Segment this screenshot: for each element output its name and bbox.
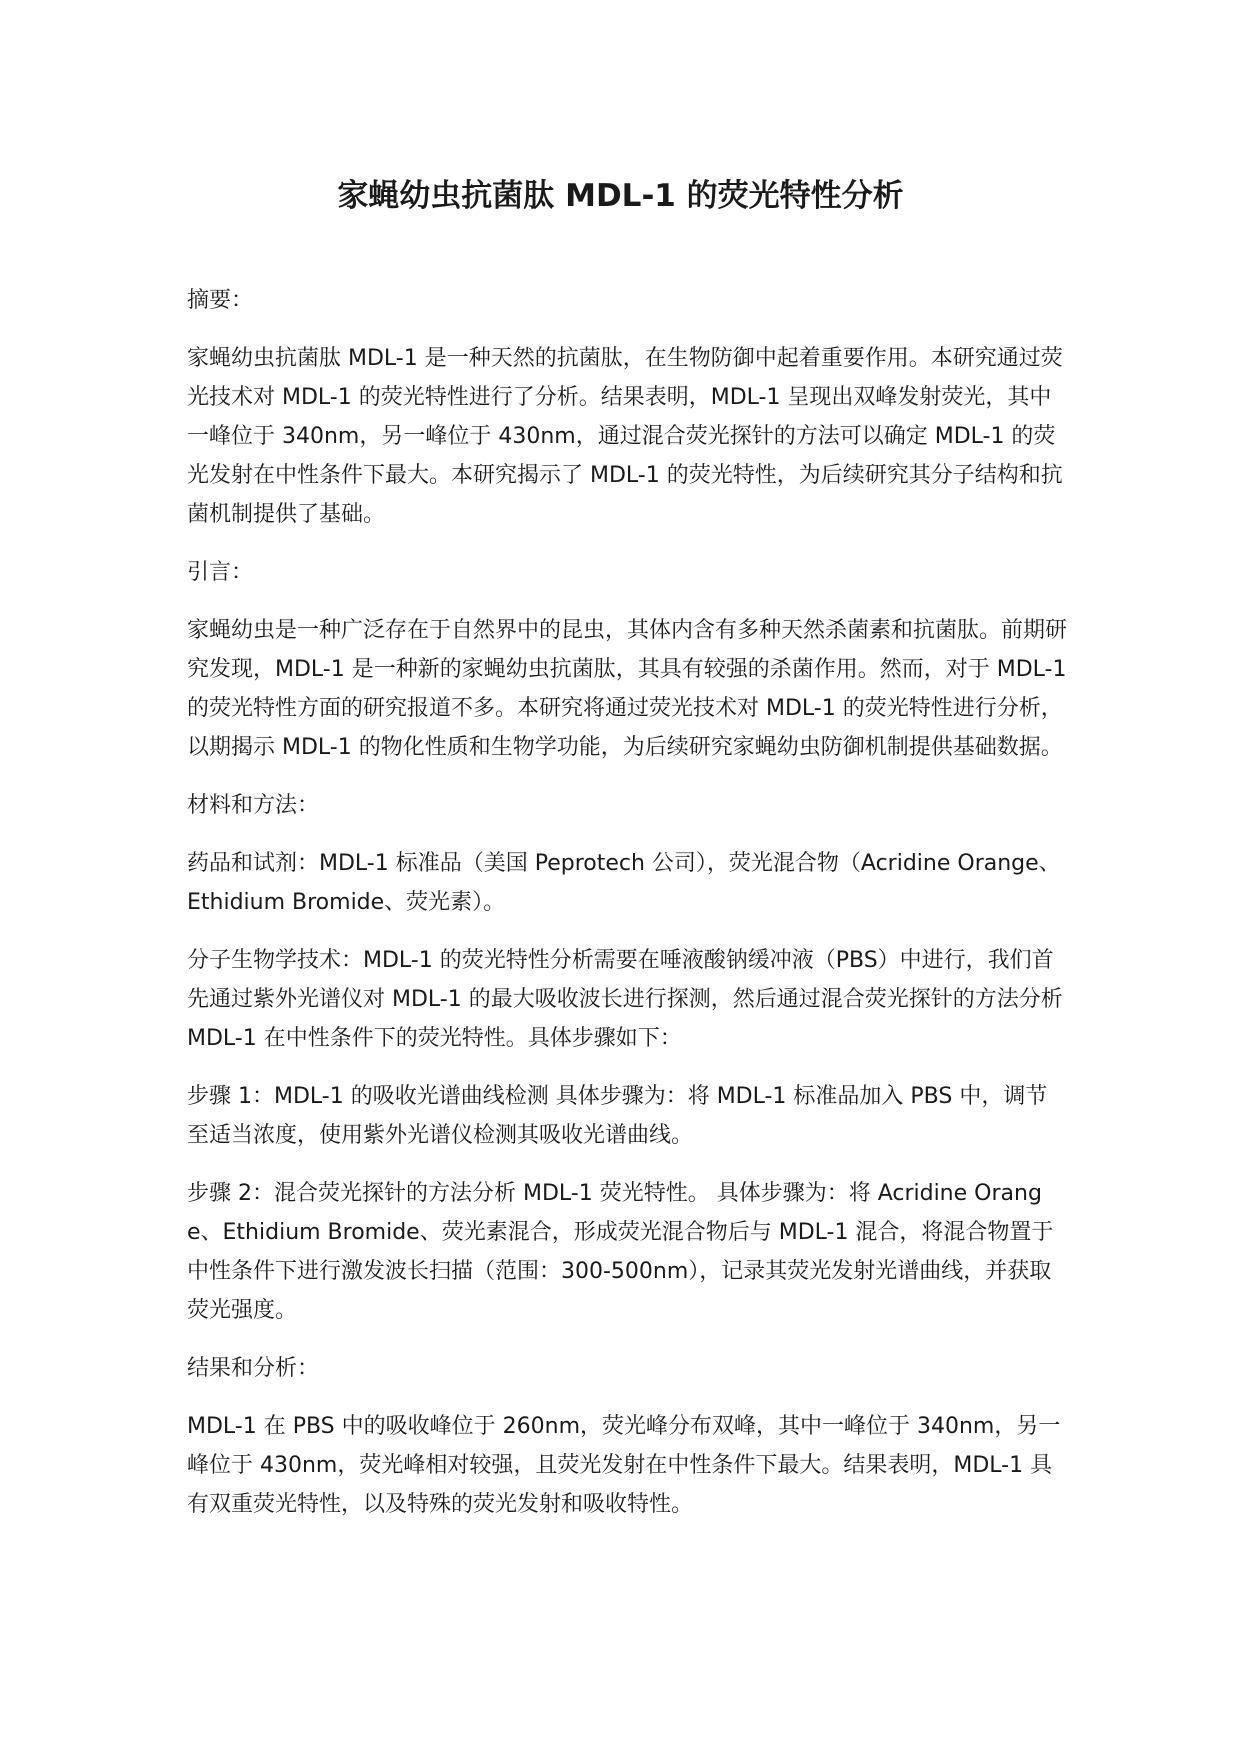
molbio-paragraph: 分子生物学技术：MDL-1 的荧光特性分析需要在唾液酸钠缓冲液（PBS）中进行，我们首先通过紫外光谱仪对 MDL-1 的最大吸收波长进行探测，然后通过混合荧光探针的方法分析 MDL-1 在中性条件下的荧光特性。具体步骤如下：	[187, 948, 1063, 1051]
methods-heading: 材料和方法：	[187, 793, 320, 818]
results-paragraph: MDL-1 在 PBS 中的吸收峰位于 260nm，荧光峰分布双峰，其中一峰位于 340nm，另一峰位于 430nm，荧光峰相对较强，且荧光发射在中性条件下最大。结果表明，MDL-1 具有双重荧光特性，以及特殊的荧光发射和吸收特性。	[187, 1414, 1061, 1517]
results-heading: 结果和分析：	[187, 1356, 320, 1381]
reagents-paragraph: 药品和试剂：MDL-1 标准品（美国 Peprotech 公司），荧光混合物（Acridine Orange、Ethidium Bromide、荧光素）。	[187, 851, 1061, 915]
step2-paragraph: 步骤 2：混合荧光探针的方法分析 MDL-1 荧光特性。 具体步骤为：将 Acridine Orange、Ethidium Bromide、荧光素混合，形成荧光混合物后与 MDL-1 混合，将混合物置于中性条件下进行激发波长扫描（范围：300-500nm），记录其荧光发射光谱曲线，并获取荧光强度。	[187, 1181, 1054, 1323]
document-body	[187, 281, 1067, 1543]
document-title: 家蝇幼虫抗菌肽 MDL-1 的荧光特性分析	[337, 178, 904, 214]
intro-paragraph: 家蝇幼虫是一种广泛存在于自然界中的昆虫，其体内含有多种天然杀菌素和抗菌肽。前期研究发现，MDL-1 是一种新的家蝇幼虫抗菌肽，其具有较强的杀菌作用。然而，对于 MDL-1 的荧光特性方面的研究报道不多。本研究将通过荧光技术对 MDL-1 的荧光特性进行分析，以期揭示 MDL-1 的物化性质和生物学功能，为后续研究家蝇幼虫防御机制提供基础数据。	[187, 618, 1068, 760]
abstract-paragraph: 家蝇幼虫抗菌肽 MDL-1 是一种天然的抗菌肽，在生物防御中起着重要作用。本研究通过荧光技术对 MDL-1 的荧光特性进行了分析。结果表明，MDL-1 呈现出双峰发射荧光，其中一峰位于 340nm，另一峰位于 430nm，通过混合荧光探针的方法可以确定 MDL-1 的荧光发射在中性条件下最大。本研究揭示了 MDL-1 的荧光特性，为后续研究其分子结构和抗菌机制提供了基础。	[187, 346, 1063, 527]
step1-paragraph: 步骤 1：MDL-1 的吸收光谱曲线检测 具体步骤为：将 MDL-1 标准品加入 PBS 中，调节至适当浓度，使用紫外光谱仪检测其吸收光谱曲线。	[187, 1084, 1048, 1148]
intro-heading: 引言：	[187, 560, 254, 585]
abstract-heading: 摘要：	[187, 288, 254, 313]
